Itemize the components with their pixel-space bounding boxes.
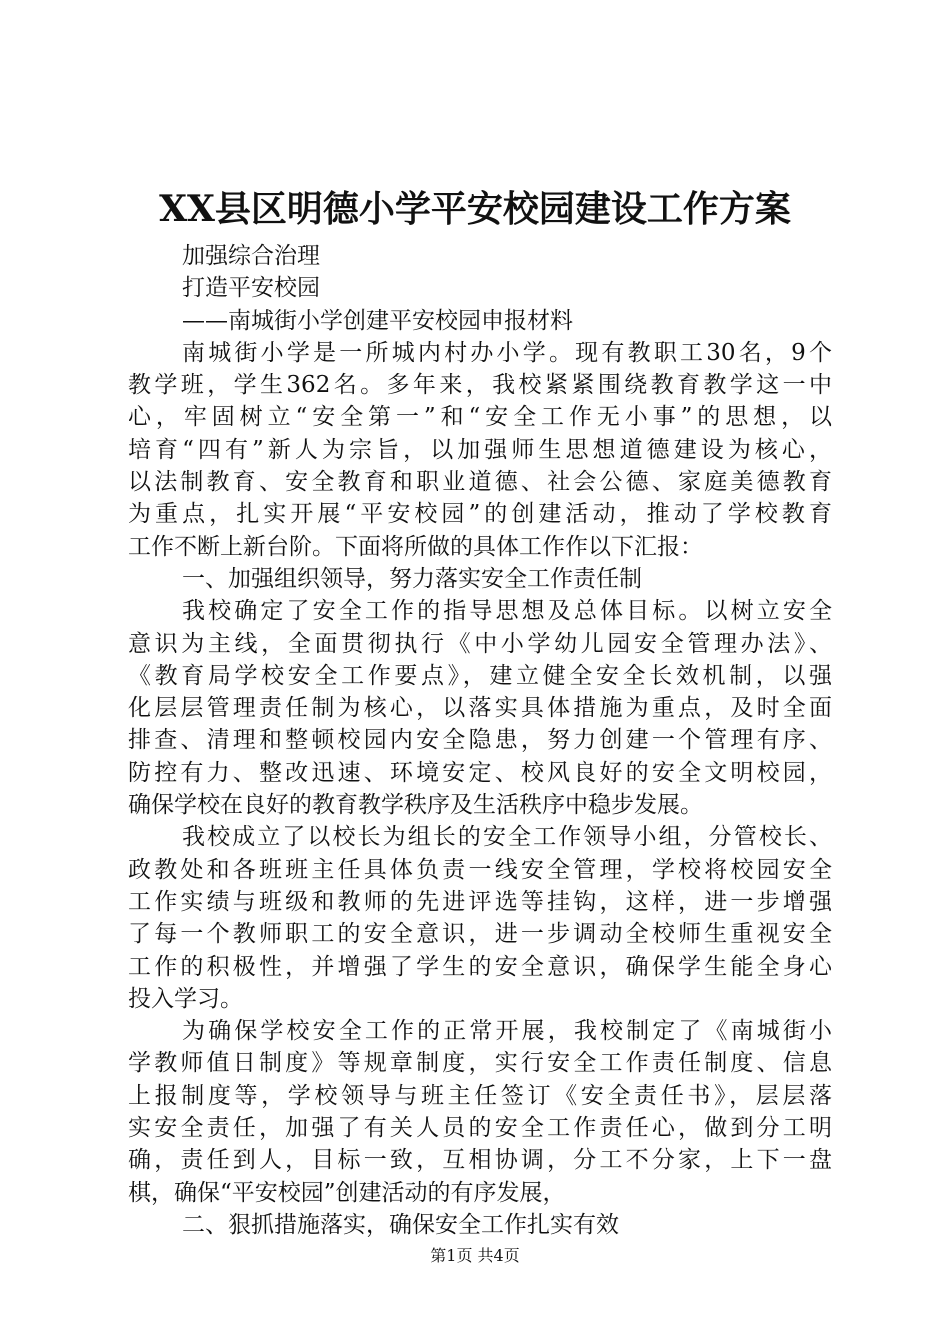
paragraph-line: 南城街小学是一所城内村办小学。现有教职工30名，9个 xyxy=(182,339,832,366)
paragraph-line: 了每一个教师职工的安全意识，进一步调动全校师生重视安全 xyxy=(128,921,832,948)
section-heading-2 xyxy=(128,1209,832,1241)
paragraph-regulations xyxy=(128,1015,832,1209)
paragraph-line: 确保学校在良好的教育教学秩序及生活秩序中稳步发展。 xyxy=(128,792,703,819)
paragraph-line: 化层层管理责任制为核心，以落实具体措施为重点，及时全面 xyxy=(128,695,832,722)
subtitle-line-3: ——南城街小学创建平安校园申报材料 xyxy=(182,307,573,334)
paragraph-line: 学教师值日制度》等规章制度，实行安全工作责任制度、信息 xyxy=(128,1050,832,1077)
paragraph-line: 教学班，学生362名。多年来，我校紧紧围绕教育教学这一中 xyxy=(128,372,832,399)
subtitle-line-1: 加强综合治理 xyxy=(182,243,320,269)
paragraph-line: 实安全责任，加强了有关人员的安全工作责任心，做到分工明 xyxy=(128,1115,832,1142)
paragraph-line: 为确保学校安全工作的正常开展，我校制定了《南城街小 xyxy=(182,1018,832,1045)
paragraph-intro xyxy=(128,337,832,563)
paragraph-line: 我校确定了安全工作的指导思想及总体目标。以树立安全 xyxy=(182,598,832,625)
paragraph-line: 棋，确保“平安校园”创建活动的有序发展， xyxy=(128,1179,566,1206)
paragraph-guidance xyxy=(128,595,832,821)
paragraph-line: 确，责任到人，目标一致，互相协调，分工不分家，上下一盘 xyxy=(128,1147,832,1174)
paragraph-line: 上报制度等，学校领导与班主任签订《安全责任书》，层层落 xyxy=(128,1082,832,1109)
subtitle-line-2: 打造平安校园 xyxy=(182,275,320,302)
paragraph-line: 《教育局学校安全工作要点》，建立健全安全长效机制，以强 xyxy=(128,662,832,689)
document-body xyxy=(128,240,832,1241)
paragraph-line: 我校成立了以校长为组长的安全工作领导小组，分管校长、 xyxy=(182,824,832,851)
paragraph-line: 意识为主线，全面贯彻执行《中小学幼儿园安全管理办法》、 xyxy=(128,630,832,657)
paragraph-line: 政教处和各班班主任具体负责一线安全管理，学校将校园安全 xyxy=(128,856,832,883)
section-heading-text: 一、加强组织领导，努力落实安全工作责任制 xyxy=(182,565,642,592)
paragraph-line: 工作不断上新台阶。下面将所做的具体工作作以下汇报： xyxy=(128,533,703,560)
document-title: XX县区明德小学平安校园建设工作方案 xyxy=(159,188,791,230)
paragraph-line: 排查、清理和整顿校园内安全隐患，努力创建一个管理有序、 xyxy=(128,727,832,754)
paragraph-line: 为重点，扎实开展“平安校园”的创建活动，推动了学校教育 xyxy=(128,501,832,528)
paragraph-line: 以法制教育、安全教育和职业道德、社会公德、家庭美德教育 xyxy=(128,469,832,496)
paragraph-line: 防控有力、整改迅速、环境安定、校风良好的安全文明校园， xyxy=(128,759,832,786)
paragraph-line: 工作实绩与班级和教师的先进评选等挂钩，这样，进一步增强 xyxy=(128,888,832,915)
section-heading-text: 二、狠抓措施落实，确保安全工作扎实有效 xyxy=(182,1211,619,1238)
page-footer: 第1页 共4页 xyxy=(430,1246,520,1265)
paragraph-leadership xyxy=(128,821,832,1015)
paragraph-line: 投入学习。 xyxy=(128,985,243,1012)
section-heading-1 xyxy=(128,563,832,595)
paragraph-line: 心，牢固树立“安全第一”和“安全工作无小事”的思想，以 xyxy=(128,404,832,431)
paragraph-line: 培育“四有”新人为宗旨，以加强师生思想道德建设为核心， xyxy=(128,436,832,463)
paragraph-line: 工作的积极性，并增强了学生的安全意识，确保学生能全身心 xyxy=(128,953,832,980)
